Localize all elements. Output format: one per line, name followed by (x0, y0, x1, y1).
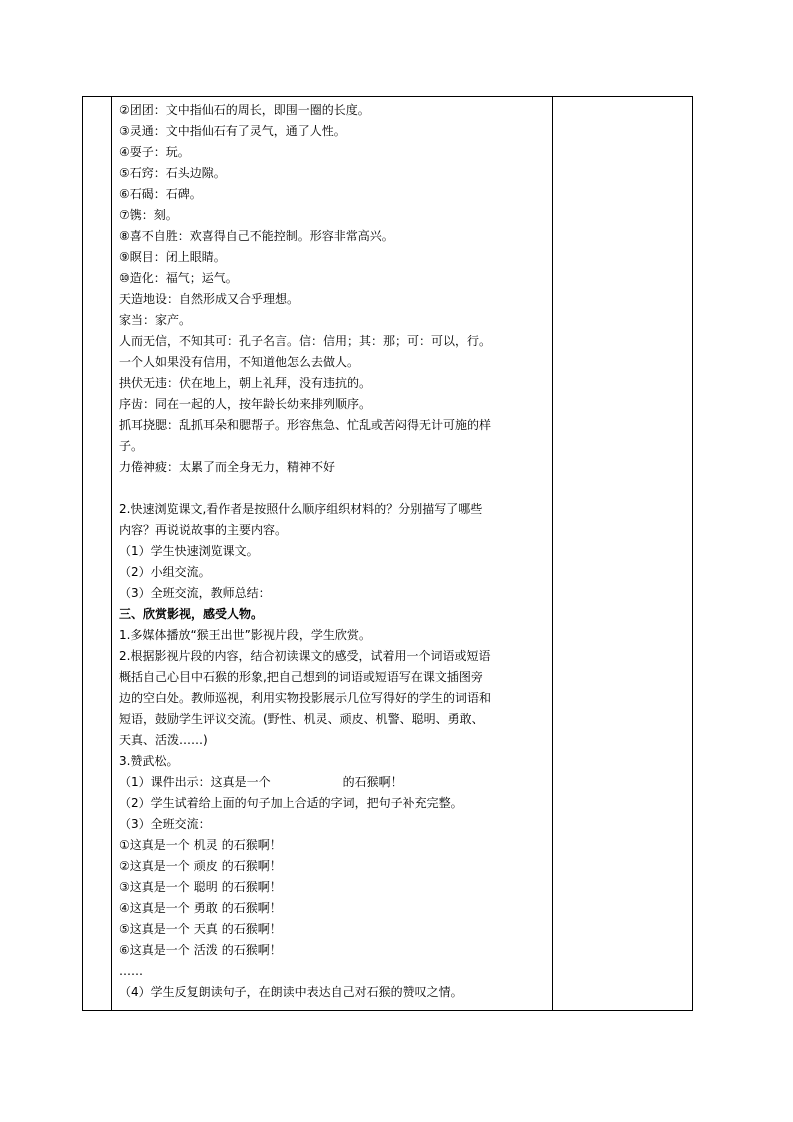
activity-line: 3.赞武松。 (119, 754, 179, 768)
note-line: ⑩造化：福气；运气。 (119, 271, 238, 285)
column-divider-left (111, 97, 112, 1010)
example-word: 顽皮 (193, 859, 218, 873)
note-line: 人而无信，不知其可：孔子名言。信：信用；其：那；可：可以，行。 (119, 334, 492, 348)
note-line: ⑨瞑目：闭上眼睛。 (119, 250, 226, 264)
example-word: 聪明 (193, 880, 218, 894)
example-sentence: ②这真是一个 顽皮 的石猴啊！ (119, 859, 282, 873)
activity-line: 概括自己心目中石猴的形象,把自己想到的词语或短语写在课文插图旁 (119, 670, 483, 684)
fill-suffix: 的石猴啊！ (342, 775, 403, 789)
note-line: ③灵通：文中指仙石有了灵气，通了人性。 (119, 124, 346, 138)
question-line: （3）全班交流，教师总结： (119, 586, 271, 600)
note-line: 子。 (119, 439, 144, 453)
example-word: 机灵 (193, 838, 218, 852)
note-line: ⑦镌：刻。 (119, 208, 178, 222)
example-sentence: ①这真是一个 机灵 的石猴啊！ (119, 838, 282, 852)
note-line: 抓耳挠腮：乱抓耳朵和腮帮子。形容焦急、忙乱或苦闷得无计可施的样 (119, 418, 492, 432)
note-line: 力倦神疲：太累了而全身无力，精神不好 (119, 460, 336, 474)
content-cell (119, 100, 549, 1003)
note-line: 家当：家产。 (119, 313, 192, 327)
activity-line: 1.多媒体播放“猴王出世”影视片段，学生欣赏。 (119, 628, 371, 642)
note-line: ⑥石碣：石碑。 (119, 187, 202, 201)
example-sentence: ⑥这真是一个 活泼 的石猴啊！ (119, 943, 282, 957)
example-sentence: ⑤这真是一个 天真 的石猴啊！ (119, 922, 282, 936)
activity-line: （4）学生反复朗读句子，在朗读中表达自己对石猴的赞叹之情。 (119, 985, 463, 999)
example-sentence: ③这真是一个 聪明 的石猴啊！ (119, 880, 282, 894)
activity-line: 短语，鼓励学生评议交流。(野性、机灵、顽皮、机警、聪明、勇敢、 (119, 712, 484, 726)
note-line: ⑤石窍：石头边隙。 (119, 166, 226, 180)
note-line: 序齿：同在一起的人，按年龄长幼来排列顺序。 (119, 397, 372, 411)
note-line: 拱伏无违：伏在地上，朝上礼拜，没有违抗的。 (119, 376, 372, 390)
question-line: （2）小组交流。 (119, 565, 211, 579)
example-sentence: ④这真是一个 勇敢 的石猴啊！ (119, 901, 282, 915)
note-line: 一个人如果没有信用，不知道他怎么去做人。 (119, 355, 360, 369)
note-line: ⑧喜不自胜：欢喜得自己不能控制。形容非常高兴。 (119, 229, 394, 243)
question-line: 2.快速浏览课文,看作者是按照什么顺序组织材料的？分别描写了哪些 (119, 502, 483, 516)
activity-line: （2）学生试着给上面的句子加上合适的字词，把句子补充完整。 (119, 796, 463, 810)
ellipsis-line: …… (119, 964, 143, 978)
example-word: 天真 (193, 922, 218, 936)
activity-line: 天真、活泼……) (119, 733, 208, 747)
section-heading: 三、欣赏影视，感受人物。 (119, 607, 264, 621)
fill-in-sentence (119, 772, 549, 793)
blank-line (119, 478, 549, 499)
question-line: 内容？再说说故事的主要内容。 (119, 523, 288, 537)
question-line: （1）学生快速浏览课文。 (119, 544, 259, 558)
note-line: ④耍子：玩。 (119, 145, 190, 159)
fill-prefix: （1）课件出示：这真是一个 (119, 775, 271, 789)
lesson-table (82, 96, 693, 1011)
note-line: ②团团：文中指仙石的周长，即围一圈的长度。 (119, 103, 370, 117)
activity-line: 2.根据影视片段的内容，结合初读课文的感受，试着用一个词语或短语 (119, 649, 491, 663)
example-word: 活泼 (193, 943, 218, 957)
column-divider-right (552, 97, 553, 1010)
activity-line: 边的空白处。教师巡视，利用实物投影展示几位写得好的学生的词语和 (119, 691, 492, 705)
example-word: 勇敢 (193, 901, 218, 915)
note-line: 天造地设：自然形成又合乎理想。 (119, 292, 300, 306)
activity-line: （3）全班交流： (119, 817, 211, 831)
